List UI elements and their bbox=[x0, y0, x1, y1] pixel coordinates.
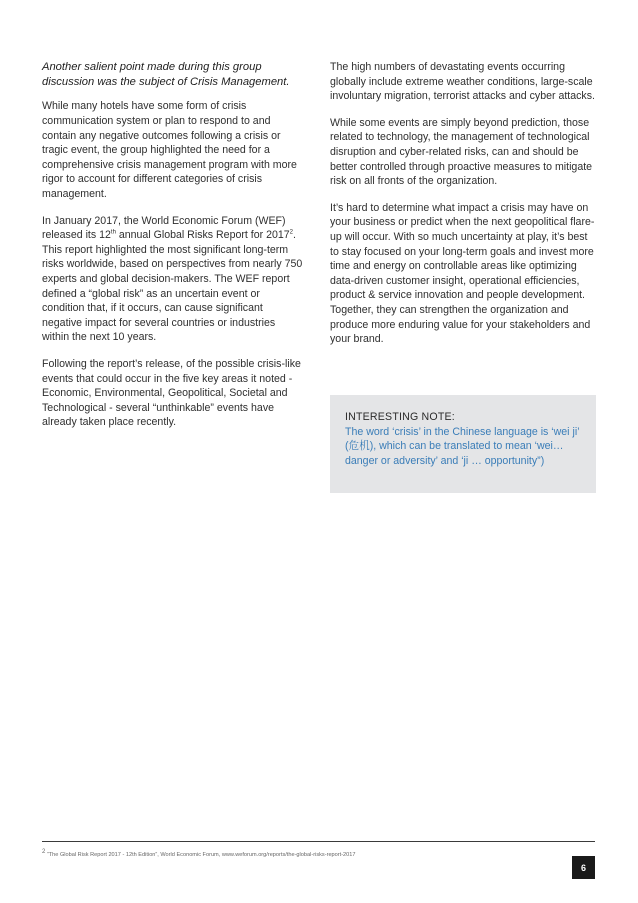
footnote-reference: 2 bbox=[289, 229, 293, 236]
page-number-badge: 6 bbox=[572, 856, 595, 879]
note-title: INTERESTING NOTE: bbox=[345, 411, 455, 423]
paragraph-wef-report bbox=[42, 214, 304, 345]
note-body: The word ‘crisis’ in the Chinese language is ‘wei ji’ (危机), which can be translated to mean ‘wei… danger or adversity’ and ‘ji … opportunity”) bbox=[345, 425, 580, 467]
paragraph-devastating-events: The high numbers of devastating events occurring globally include extreme weather conditions, large-scale involuntary migration, terrorist attacks and cyber attacks. bbox=[330, 61, 595, 103]
intro-italic-text: Another salient point made during this group discussion was the subject of Crisis Management. bbox=[42, 61, 290, 89]
footnote-marker: 2 bbox=[42, 849, 46, 856]
paragraph-report-release: Following the report’s release, of the possible crisis-like events that could occur in the five key areas it noted - Economic, Environmental, Geopolitical, Societal and Technological - several “unthinkable” events have already taken place recently. bbox=[42, 357, 301, 429]
wef-text-b: annual Global Risks Report for 2017 bbox=[115, 229, 290, 242]
right-column bbox=[330, 60, 596, 359]
wef-text-c: . This report highlighted the most significant long-term risks worldwide, based on perspectives from nearly 750 experts and global decision-makers. The WEF report defined a “global risk” as an uncertain event or condition that, if it occurs, can cause significant negative impact for several countries or industries within the next 10 years. bbox=[42, 229, 303, 344]
footer-divider bbox=[42, 841, 595, 842]
wef-text-a: In January 2017, the World Economic Forum (WEF) released its 12 bbox=[42, 214, 286, 242]
paragraph-crisis-plans: While many hotels have some form of crisis communication system or plan to respond to and contain any negative outcomes following a crisis or tragic event, the group highlighted the need for a comprehensive crisis management program with more rigor to account for different categories of crisis management. bbox=[42, 100, 297, 200]
interesting-note-box bbox=[330, 395, 596, 493]
paragraph-uncertainty: It’s hard to determine what impact a crisis may have on your business or predict when the next geopolitical flare-up will occur. With so much uncertainty at play, it’s best to stay focused on your long-term goals and invest more time and energy on controllable areas like optimizing data-driven customer insight, operational efficiencies, product & service innovation and people development. Together, they can strengthen the organization and produce more enduring value for your stakeholders and your brand. bbox=[330, 201, 595, 346]
footnote-text: “The Global Risk Report 2017 - 12th Edition”, World Economic Forum, www.weforum.org/reports/the-global-risks-report-2017 bbox=[45, 852, 356, 858]
left-column bbox=[42, 60, 304, 442]
footnote bbox=[42, 851, 356, 859]
ordinal-superscript: th bbox=[110, 229, 116, 236]
paragraph-technology-risks: While some events are simply beyond prediction, those related to technology, the management of technological disruption and cyber-related risks, can and should be better controlled through proactive measures to mitigate risk on all fronts of the organization. bbox=[330, 116, 593, 188]
